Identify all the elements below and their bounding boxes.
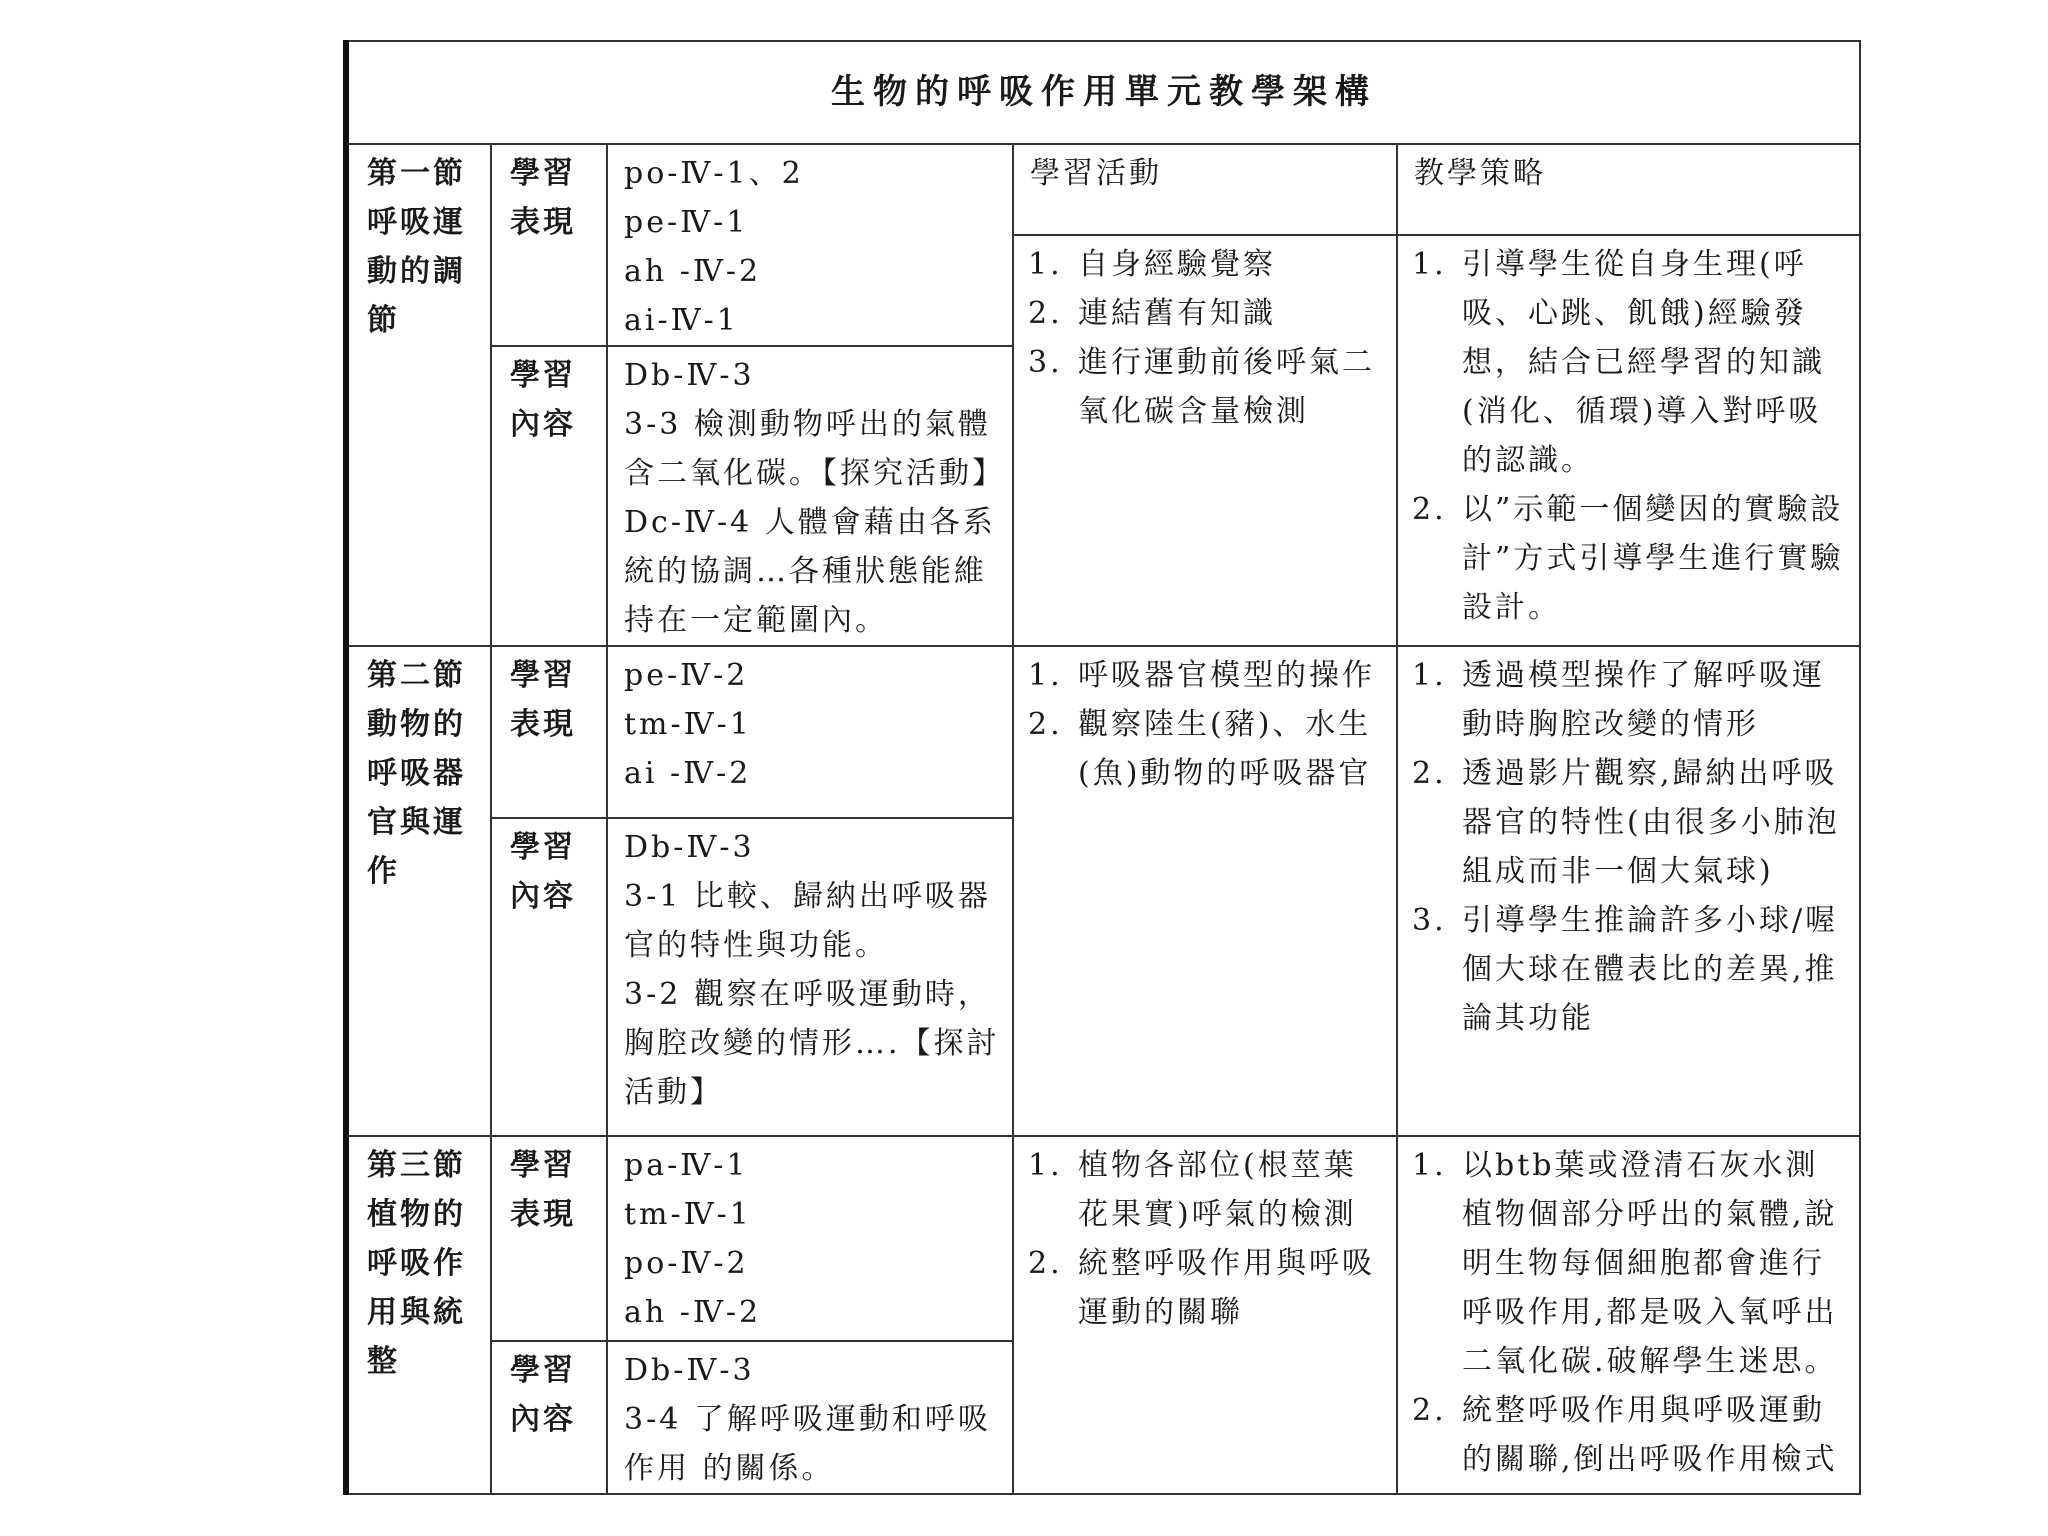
table-row bbox=[346, 646, 1860, 818]
label-line: 學習 bbox=[510, 658, 576, 693]
label-line: 表現 bbox=[510, 205, 576, 240]
section-name-text: 第三節植物的呼吸作用與統整 bbox=[367, 1148, 466, 1379]
section-3-activities bbox=[1013, 1136, 1397, 1494]
code-line: ah -Ⅳ-2 bbox=[624, 254, 762, 289]
list-item: 3. 引導學生推論許多小球/喔個大球在體表比的差異,推論其功能 bbox=[1412, 903, 1839, 1036]
code-line: ah -Ⅳ-2 bbox=[624, 1295, 762, 1330]
label-line: 內容 bbox=[510, 1402, 576, 1437]
list-item: 2. 觀察陸生(豬)、水生(魚)動物的呼吸器官 bbox=[1028, 707, 1372, 791]
list-item: 2. 透過影片觀察,歸納出呼吸器官的特性(由很多小肺泡組成而非一個大氣球) bbox=[1412, 756, 1840, 889]
section-3-content-text bbox=[607, 1341, 1013, 1494]
content-line: Db-Ⅳ-3 bbox=[624, 1353, 755, 1388]
list-item: 1. 透過模型操作了解呼吸運動時胸腔改變的情形 bbox=[1412, 658, 1825, 742]
section-3-content-label bbox=[491, 1341, 607, 1494]
code-line: ai-Ⅳ-1 bbox=[624, 303, 739, 338]
list-item: 1. 植物各部位(根莖葉花果實)呼氣的檢測 bbox=[1028, 1148, 1357, 1232]
section-3-strategies bbox=[1397, 1136, 1860, 1494]
label-line: 學習 bbox=[510, 1353, 576, 1388]
section-1-content-label bbox=[491, 346, 607, 646]
section-3-performance-label bbox=[491, 1136, 607, 1341]
section-1-content-text bbox=[607, 346, 1013, 646]
section-1-name bbox=[346, 144, 491, 646]
table-row bbox=[346, 144, 1860, 235]
label-line: 表現 bbox=[510, 1197, 576, 1232]
code-line: ai -Ⅳ-2 bbox=[624, 756, 752, 791]
strategies-header: 教學策略 bbox=[1397, 144, 1860, 235]
section-1-performance-label bbox=[491, 144, 607, 346]
code-line: tm-Ⅳ-1 bbox=[624, 707, 752, 742]
code-line: pe-Ⅳ-2 bbox=[624, 658, 749, 693]
content-line: Db-Ⅳ-3 bbox=[624, 830, 755, 865]
section-name-text: 第二節動物的呼吸器官與運作 bbox=[367, 658, 466, 889]
list-item: 1. 呼吸器官模型的操作 bbox=[1028, 658, 1375, 693]
content-line: 3-1 比較、歸納出呼吸器官的特性與功能。 bbox=[624, 879, 991, 963]
table-row bbox=[346, 1136, 1860, 1341]
framework-document bbox=[343, 40, 1857, 1486]
list-item: 2. 以”示範一個變因的實驗設計”方式引導學生進行實驗設計。 bbox=[1412, 492, 1844, 625]
label-line: 表現 bbox=[510, 707, 576, 742]
list-item: 1. 自身經驗覺察 bbox=[1028, 247, 1276, 282]
label-line: 內容 bbox=[510, 879, 576, 914]
code-line: tm-Ⅳ-1 bbox=[624, 1197, 752, 1232]
section-2-name bbox=[346, 646, 491, 1136]
list-item: 2. 連結舊有知識 bbox=[1028, 296, 1276, 331]
content-line: 3-2 觀察在呼吸運動時，胸腔改變的情形….【探討活動】 bbox=[624, 977, 1000, 1110]
code-line: pa-Ⅳ-1 bbox=[624, 1148, 749, 1183]
table-title: 生物的呼吸作用單元教學架構 bbox=[346, 41, 1860, 144]
section-2-strategies bbox=[1397, 646, 1860, 1136]
code-line: pe-Ⅳ-1 bbox=[624, 205, 749, 240]
section-1-activities bbox=[1013, 235, 1397, 646]
list-item: 2. 統整呼吸作用與呼吸運動的關聯 bbox=[1028, 1246, 1375, 1330]
label-line: 內容 bbox=[510, 407, 576, 442]
section-3-performance-codes bbox=[607, 1136, 1013, 1341]
title-row bbox=[346, 41, 1860, 144]
label-line: 學習 bbox=[510, 358, 576, 393]
label-line: 學習 bbox=[510, 830, 576, 865]
list-item: 1. 引導學生從自身生理(呼吸、心跳、飢餓)經驗發想，結合已經學習的知識(消化、循環)導入對呼吸的認識。 bbox=[1412, 247, 1825, 478]
section-2-performance-codes bbox=[607, 646, 1013, 818]
content-line: 3-3 檢測動物呼出的氣體含二氧化碳。【探究活動】 bbox=[624, 407, 1005, 491]
list-item: 3. 進行運動前後呼氣二氧化碳含量檢測 bbox=[1028, 345, 1375, 429]
section-3-name bbox=[346, 1136, 491, 1494]
content-line: 3-4 了解呼吸運動和呼吸作用 的關係。 bbox=[624, 1402, 991, 1486]
content-line: Dc-Ⅳ-4 人體會藉由各系統的協調…各種狀態能維持在一定範圍內。 bbox=[624, 505, 996, 638]
label-line: 學習 bbox=[510, 1148, 576, 1183]
section-1-performance-codes bbox=[607, 144, 1013, 346]
section-name-text: 第一節呼吸運動的調節 bbox=[367, 156, 466, 338]
content-line: Db-Ⅳ-3 bbox=[624, 358, 755, 393]
code-line: po-Ⅳ-2 bbox=[624, 1246, 749, 1281]
section-2-performance-label bbox=[491, 646, 607, 818]
section-2-activities bbox=[1013, 646, 1397, 1136]
list-item: 1. 以btb葉或澄清石灰水測植物個部分呼出的氣體,說明生物每個細胞都會進行呼吸作用,都是吸入氧呼出二氧化碳.破解學生迷思。 bbox=[1412, 1148, 1838, 1379]
activities-header: 學習活動 bbox=[1013, 144, 1397, 235]
section-2-content-text bbox=[607, 818, 1013, 1136]
code-line: po-Ⅳ-1、2 bbox=[624, 156, 804, 191]
section-2-content-label bbox=[491, 818, 607, 1136]
framework-table bbox=[343, 40, 1861, 1495]
list-item: 2. 統整呼吸作用與呼吸運動的關聯,倒出呼吸作用檢式 bbox=[1412, 1393, 1838, 1477]
section-1-strategies bbox=[1397, 235, 1860, 646]
label-line: 學習 bbox=[510, 156, 576, 191]
